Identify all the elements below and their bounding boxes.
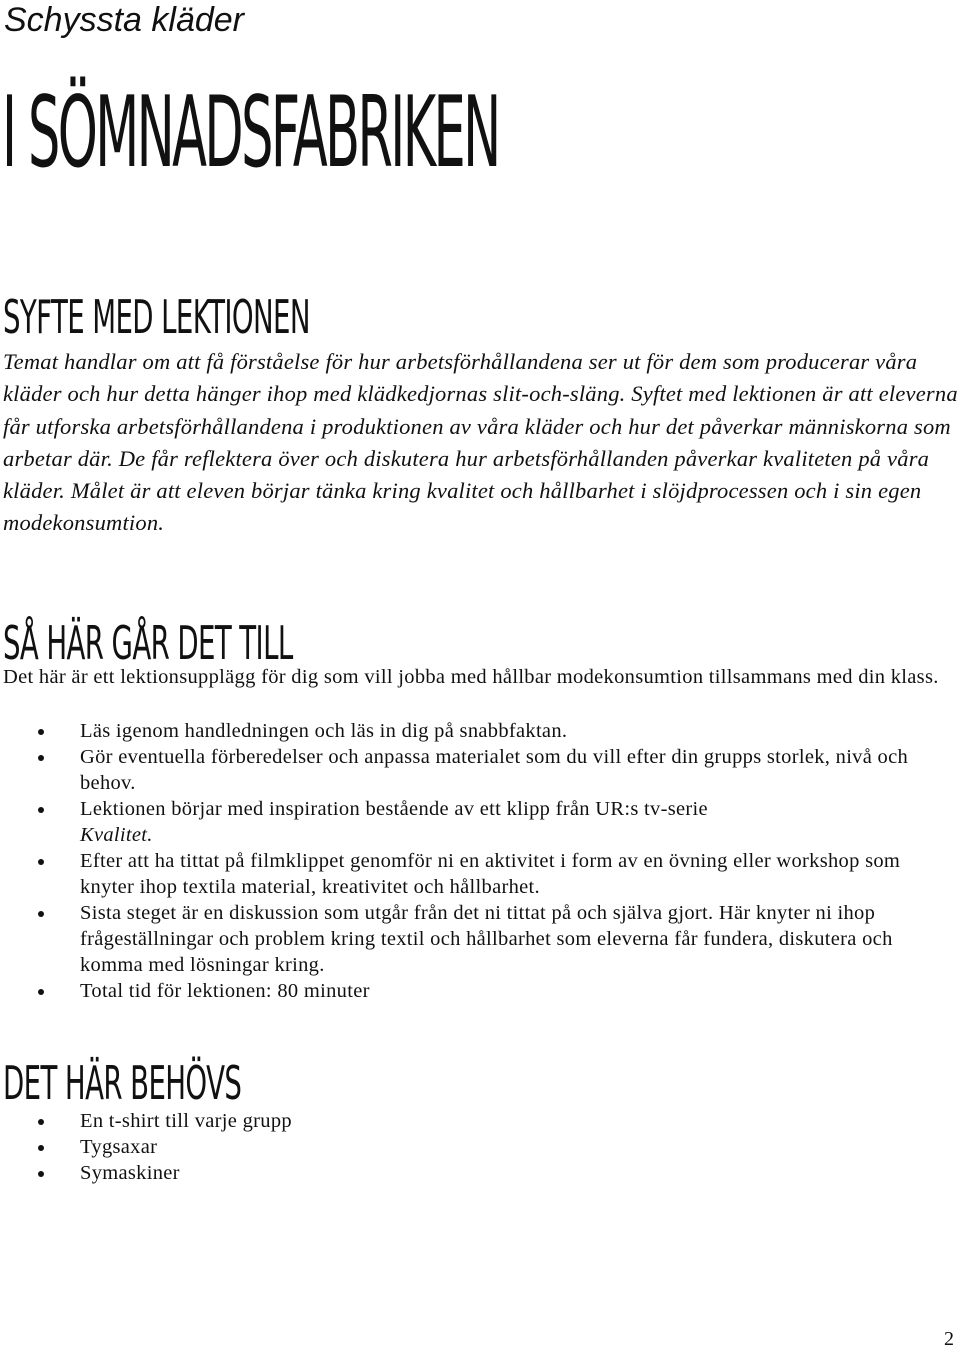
list-item-text: Sista steget är en diskussion som utgår från det ni tittat på och själva gjort. Här knyter ni ihop frågeställningar och problem kring textil och hållbarhet som eleverna får fundera, diskutera och komma med lösningar kring. — [80, 902, 893, 976]
list-item — [0, 744, 956, 796]
list-item-text: Symaskiner — [80, 1162, 180, 1184]
list-item — [0, 718, 956, 744]
procedure-lead-paragraph: Det här är ett lektionsupplägg för dig som vill jobba med hållbar modekonsumtion tillsammans med din klass. — [3, 666, 939, 688]
list-item — [0, 848, 956, 900]
bullet-icon — [38, 859, 44, 865]
bullet-icon — [38, 807, 44, 813]
bullet-icon — [38, 1145, 44, 1151]
list-item-text: Efter att ha tittat på filmklippet genomför ni en aktivitet i form av en övning eller workshop som knyter ihop textila material, kreativitet och hållbarhet. — [80, 850, 901, 898]
bullet-icon — [38, 989, 44, 995]
bullet-icon — [38, 1171, 44, 1177]
bullet-icon — [38, 755, 44, 761]
list-item-text: Tygsaxar — [80, 1136, 158, 1158]
procedure-list — [0, 718, 956, 1004]
list-item — [0, 796, 956, 848]
tv-series-name: Kvalitet. — [80, 824, 153, 846]
document-title: I SÖMNADSFABRIKEN — [2, 76, 499, 190]
bullet-icon — [38, 1119, 44, 1125]
list-item-text: Gör eventuella förberedelser och anpassa materialet som du vill efter din grupps storlek, nivå och behov. — [80, 746, 909, 794]
list-item — [0, 1108, 956, 1134]
page-number: 2 — [944, 1328, 954, 1350]
section-heading-syfte: SYFTE MED LEKTIONEN — [3, 290, 310, 344]
document-supertitle: Schyssta kläder — [4, 1, 244, 39]
bullet-icon — [38, 729, 44, 735]
purpose-paragraph: Temat handlar om att få förståelse för hur arbetsförhållandena ser ut för dem som producerar våra kläder och hur detta hänger ihop med klädkedjornas slit-och-släng. Syftet med lektionen är att eleverna får utforska arbetsförhållandena i produktionen av våra kläder och hur det påverkar människorna som arbetar där. De får reflektera över och diskutera hur arbetsförhållanden påverkar kvaliteten på våra kläder. Målet är att eleven börjar tänka kring kvalitet och hållbarhet i slöjdprocessen och i sin egen modekonsumtion. — [3, 349, 958, 536]
section-heading-sa-har: SÅ HÄR GÅR DET TILL — [3, 616, 293, 670]
list-item — [0, 900, 956, 978]
list-item — [0, 1134, 956, 1160]
list-item-text: Läs igenom handledningen och läs in dig på snabbfaktan. — [80, 720, 568, 742]
bullet-icon — [38, 911, 44, 917]
list-item-text: Lektionen börjar med inspiration bestående av ett klipp från UR:s tv-serie — [80, 798, 708, 820]
list-item-text: Total tid för lektionen: 80 minuter — [80, 980, 370, 1002]
list-item — [0, 1160, 956, 1186]
section-heading-behovs: DET HÄR BEHÖVS — [3, 1056, 242, 1110]
list-item — [0, 978, 956, 1004]
list-item-text: En t-shirt till varje grupp — [80, 1110, 292, 1132]
materials-list — [0, 1108, 956, 1186]
